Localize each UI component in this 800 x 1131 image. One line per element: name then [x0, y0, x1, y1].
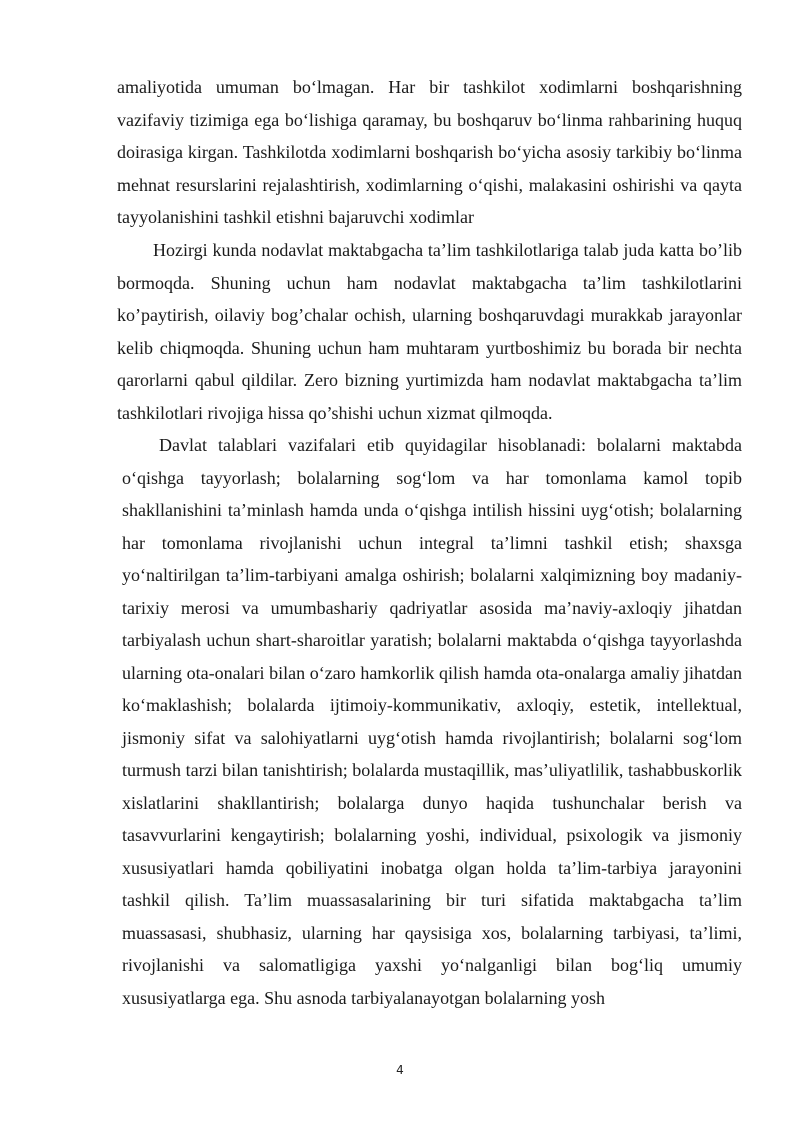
paragraph-1: amaliyotida umuman bo‘lmagan. Har bir tashkilot xodimlarni boshqarishning vazifaviy tizimiga ega bo‘lishiga qaramay, bu boshqaruv bo‘linma rahbarining huquq doirasiga kirgan. Tashkilotda xodimlarni boshqarish bo‘yicha asosiy tarkibiy bo‘linma mehnat resurslarini rejalashtirish, xodimlarning o‘qishi, malakasini oshirishi va qayta tayyolanishini tashkil etishni bajaruvchi xodimlar: [117, 77, 742, 227]
page-number: 4: [396, 1063, 404, 1077]
paragraph-2: Hozirgi kunda nodavlat maktabgacha ta’lim tashkilotlariga talab juda katta bo’lib bormoqda. Shuning uchun ham nodavlat maktabgacha ta’lim tashkilotlarini ko’paytirish, oilaviy bog’chalar ochish, ularning boshqaruvdagi murakkab jarayonlar kelib chiqmoqda. Shuning uchun ham muhtaram yurtboshimiz bu borada bir nechta qarorlarni qabul qildilar. Zero bizning yurtimizda ham nodavlat maktabgacha ta’lim tashkilotlari rivojiga hissa qo’shishi uchun xizmat qilmoqda.: [117, 240, 742, 423]
paragraph-3: Davlat talablari vazifalari etib quyidagilar hisoblanadi: bolalarni maktabda o‘qishga tayyorlash; bolalarning sog‘lom va har tomonlama kamol topib shakllanishini ta’minlash hamda unda o‘qishga intilish hissini uyg‘otish; bolalarning har tomonlama rivojlanishi uchun integral ta’limni tashkil etish; shaxsga yo‘naltirilgan ta’lim-tarbiyani amalga oshirish; bolalarni xalqimizning boy madaniy-tarixiy merosi va umumbashariy qadriyatlar asosida ma’naviy-axloqiy jihatdan tarbiyalash uchun shart-sharoitlar yaratish; bolalarni maktabda o‘qishga tayyorlashda ularning ota-onalari bilan o‘zaro hamkorlik qilish hamda ota-onalarga amaliy jihatdan ko‘maklashish; bolalarda ijtimoiy-kommunikativ, axloqiy, estetik, intellektual, jismoniy sifat va salohiyatlarni uyg‘otish hamda rivojlantirish; bolalarni sog‘lom turmush tarzi bilan tanishtirish; bolalarda mustaqillik, mas’uliyatlilik, tashabbuskorlik xislatlarini shakllantirish; bolalarga dunyo haqida tushunchalar berish va tasavvurlarini kengaytirish; bolalarning yoshi, individual, psixologik va jismoniy xususiyatlari hamda qobiliyatini inobatga olgan holda ta’lim-tarbiya jarayonini tashkil qilish. Ta’lim muassasalarining bir turi sifatida maktabgacha ta’lim muassasasi, shubhasiz, ularning har qaysisiga xos, bolalarning tarbiyasi, ta’limi, rivojlanishi va salomatligiga yaxshi yo‘nalganligi bilan bog‘liq umumiy xususiyatlarga ega. Shu asnoda tarbiyalanayotgan bolalarning yosh: [122, 435, 742, 1008]
